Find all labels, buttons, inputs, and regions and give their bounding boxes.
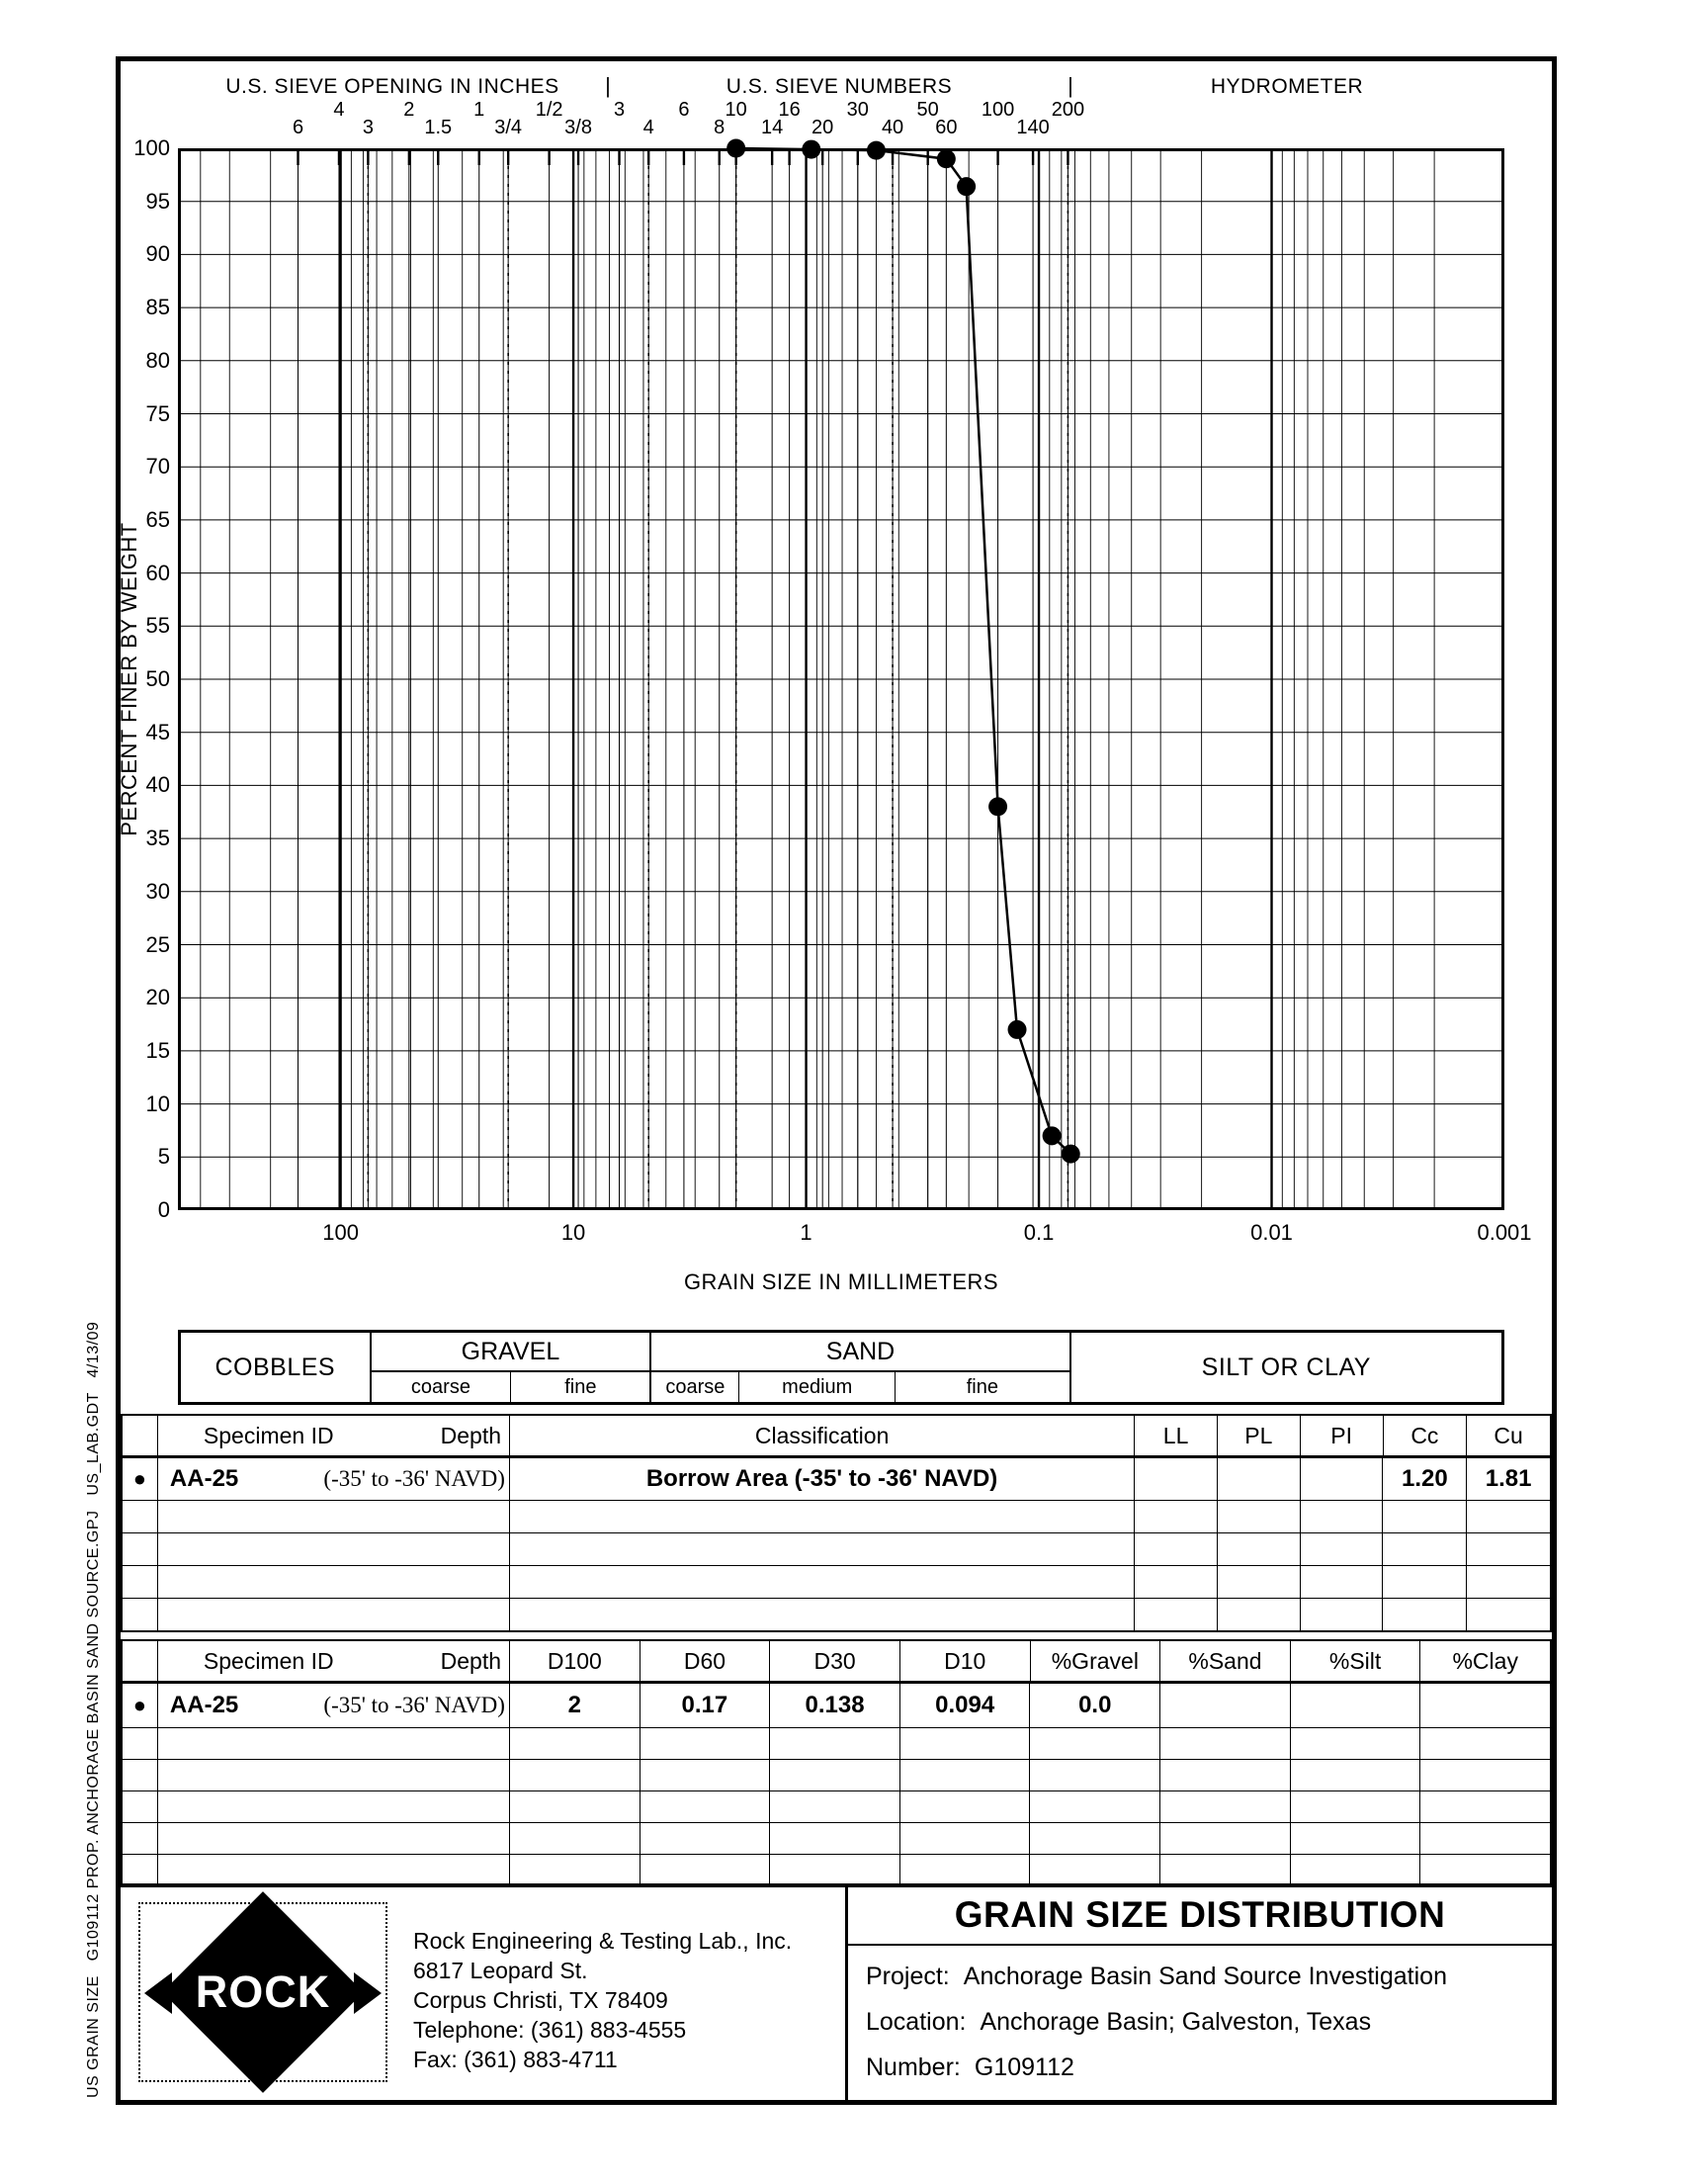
column-header-LL: LL <box>1134 1416 1217 1455</box>
row-marker-icon: ● <box>132 1693 147 1717</box>
data-point <box>957 177 976 196</box>
empty-cell <box>157 1533 509 1565</box>
class-subgroups <box>651 1372 1068 1402</box>
empty-cell <box>1217 1533 1300 1565</box>
row-marker-cell <box>123 1684 157 1727</box>
depth-header: Depth <box>440 1647 502 1674</box>
specimen-id-depth-cell <box>157 1458 509 1500</box>
empty-cell <box>640 1791 770 1822</box>
empty-cell <box>1300 1533 1383 1565</box>
empty-cell <box>1159 1760 1290 1790</box>
empty-cell <box>769 1791 899 1822</box>
class-group-label: COBBLES <box>214 1353 336 1381</box>
empty-cell <box>1419 1760 1550 1790</box>
empty-cell <box>1290 1791 1420 1822</box>
empty-cell <box>1159 1791 1290 1822</box>
empty-cell <box>640 1728 770 1759</box>
report-content <box>117 61 1552 2100</box>
sidebar-filename-text: US GRAIN SIZE G109112 PROP. ANCHORAGE BASIN SAND SOURCE.GPJ US_LAB.GDT 4/13/09 <box>85 1321 102 2098</box>
depth-value: (-35' to -36' NAVD) <box>323 1693 505 1717</box>
specimen-classification-table <box>121 1414 1552 1632</box>
number-value: G109112 <box>974 2053 1074 2081</box>
y-tick-50: 50 <box>145 666 170 691</box>
column-header-PL: PL <box>1217 1416 1300 1455</box>
class-group-sand <box>649 1333 1068 1402</box>
y-tick-45: 45 <box>145 719 170 744</box>
empty-cell <box>1217 1566 1300 1598</box>
table-empty-row <box>123 1790 1550 1822</box>
empty-cell <box>769 1855 899 1885</box>
class-subgroup-coarse: coarse <box>665 1375 726 1398</box>
data-point <box>1062 1145 1080 1164</box>
empty-cell <box>509 1599 1134 1630</box>
column-header-D10: D10 <box>899 1641 1030 1681</box>
table-empty-row <box>123 1854 1550 1885</box>
company-city: Corpus Christi, TX 78409 <box>413 1987 668 2013</box>
empty-cell <box>1300 1599 1383 1630</box>
company-address <box>413 1926 792 2074</box>
value-cell-Cc: 1.20 <box>1382 1458 1466 1500</box>
sieve-label-30: 30 <box>846 99 869 121</box>
table-data-row <box>123 1457 1550 1500</box>
sieve-label-14: 14 <box>761 117 784 138</box>
value-cell-LL <box>1134 1458 1217 1500</box>
specimen-gradation-table <box>121 1639 1552 1887</box>
value-cell-D30: 0.138 <box>769 1684 899 1727</box>
company-panel <box>121 1886 845 2100</box>
empty-cell <box>157 1855 509 1885</box>
x-tick-100: 100 <box>322 1220 359 1245</box>
sieve-label-20: 20 <box>811 117 834 138</box>
empty-cell <box>899 1855 1030 1885</box>
class-subgroup-medium: medium <box>738 1372 895 1402</box>
data-point <box>726 139 745 158</box>
empty-cell <box>123 1566 157 1598</box>
table-header-row <box>123 1416 1550 1457</box>
y-tick-5: 5 <box>157 1144 170 1170</box>
empty-cell <box>1029 1728 1159 1759</box>
x-axis-title: GRAIN SIZE IN MILLIMETERS <box>683 1269 999 1294</box>
y-tick-90: 90 <box>145 241 170 267</box>
company-street: 6817 Leopard St. <box>413 1958 588 1983</box>
y-tick-55: 55 <box>145 613 170 639</box>
empty-cell <box>123 1855 157 1885</box>
sieve-label-6: 6 <box>678 99 690 121</box>
specimen-id-header: Specimen ID <box>203 1647 334 1674</box>
grain-size-chart <box>178 148 1504 1210</box>
column-header-D100: D100 <box>509 1641 640 1681</box>
empty-cell <box>509 1728 640 1759</box>
empty-cell <box>1466 1533 1550 1565</box>
column-header-PI: PI <box>1300 1416 1383 1455</box>
sieve-label-40: 40 <box>881 117 904 138</box>
class-group-silt-or-clay <box>1069 1333 1501 1402</box>
y-tick-35: 35 <box>145 826 170 851</box>
column-header-Cu: Cu <box>1466 1416 1550 1455</box>
marker-header-cell <box>123 1641 157 1681</box>
x-tick-0.1: 0.1 <box>1023 1220 1055 1245</box>
project-label: Project: <box>866 1963 950 1990</box>
empty-cell <box>509 1501 1134 1532</box>
y-tick-10: 10 <box>145 1091 170 1116</box>
column-header-Cc: Cc <box>1383 1416 1467 1455</box>
depth-header: Depth <box>440 1422 502 1448</box>
class-group-label: SILT OR CLAY <box>1201 1353 1371 1381</box>
x-tick-1: 1 <box>800 1220 812 1245</box>
empty-cell <box>1029 1760 1159 1790</box>
y-tick-60: 60 <box>145 560 170 585</box>
empty-cell <box>1217 1501 1300 1532</box>
empty-cell <box>1419 1791 1550 1822</box>
soil-classification-bar <box>178 1330 1504 1405</box>
sieve-label-200: 200 <box>1051 99 1085 121</box>
sieve-label-1: 1 <box>473 99 485 121</box>
empty-cell <box>1134 1533 1217 1565</box>
empty-cell <box>1134 1501 1217 1532</box>
number-label: Number: <box>866 2053 961 2081</box>
class-group-gravel <box>370 1333 650 1402</box>
report-title: GRAIN SIZE DISTRIBUTION <box>848 1886 1552 1946</box>
empty-cell <box>123 1533 157 1565</box>
class-group-label: GRAVEL <box>372 1333 650 1372</box>
value-cell-PL <box>1217 1458 1300 1500</box>
empty-cell <box>769 1728 899 1759</box>
location-label: Location: <box>866 2008 967 2036</box>
empty-cell <box>157 1599 509 1630</box>
sieve-label-8: 8 <box>714 117 726 138</box>
empty-cell <box>1300 1566 1383 1598</box>
empty-cell <box>509 1823 640 1854</box>
y-tick-95: 95 <box>145 188 170 214</box>
empty-cell <box>509 1533 1134 1565</box>
empty-cell <box>1382 1533 1466 1565</box>
value-cell-D100: 2 <box>509 1684 640 1727</box>
value-cell-Cu: 1.81 <box>1466 1458 1550 1500</box>
empty-cell <box>157 1566 509 1598</box>
sieve-label-16: 16 <box>778 99 801 121</box>
specimen-id-depth-header <box>157 1416 509 1455</box>
y-axis-title: PERCENT FINER BY WEIGHT <box>117 522 141 836</box>
specimen-id-value: AA-25 <box>169 1465 239 1492</box>
empty-cell <box>157 1760 509 1790</box>
specimen-id-value: AA-25 <box>169 1692 239 1718</box>
sieve-label-4: 4 <box>333 99 345 121</box>
empty-cell <box>1217 1599 1300 1630</box>
empty-cell <box>1300 1501 1383 1532</box>
empty-cell <box>157 1728 509 1759</box>
specimen-id-header: Specimen ID <box>203 1422 334 1448</box>
column-header-pctSand: %Sand <box>1159 1641 1290 1681</box>
empty-cell <box>1134 1566 1217 1598</box>
sieve-label-100: 100 <box>981 99 1015 121</box>
x-tick-0.001: 0.001 <box>1477 1220 1532 1245</box>
x-tick-0.01: 0.01 <box>1250 1220 1293 1245</box>
row-marker-cell <box>123 1458 157 1500</box>
value-cell-pctSilt <box>1290 1684 1420 1727</box>
y-tick-20: 20 <box>145 985 170 1010</box>
top-axis-divider-2: | <box>1068 73 1073 98</box>
empty-cell <box>640 1823 770 1854</box>
sieve-label-10: 10 <box>725 99 747 121</box>
empty-cell <box>1419 1855 1550 1885</box>
value-cell-D60: 0.17 <box>640 1684 770 1727</box>
empty-cell <box>1159 1728 1290 1759</box>
empty-cell <box>509 1791 640 1822</box>
title-block <box>121 1883 1552 2100</box>
empty-cell <box>899 1791 1030 1822</box>
top-axis-section-numbers: U.S. SIEVE NUMBERS <box>726 75 953 98</box>
empty-cell <box>899 1760 1030 1790</box>
value-cell-pctClay <box>1419 1684 1550 1727</box>
class-group-cobbles <box>181 1333 370 1402</box>
data-point <box>1043 1126 1062 1145</box>
number-field <box>866 2053 1552 2082</box>
top-axis-divider-1: | <box>605 73 611 98</box>
class-subgroup-coarse: coarse <box>410 1375 470 1398</box>
empty-cell <box>1029 1855 1159 1885</box>
table-data-row <box>123 1683 1550 1727</box>
empty-cell <box>1466 1501 1550 1532</box>
marker-header-cell <box>123 1416 157 1455</box>
rock-logo-word: ROCK <box>195 1966 331 2017</box>
column-header-D60: D60 <box>640 1641 770 1681</box>
sieve-label-3/4: 3/4 <box>494 117 523 138</box>
y-tick-15: 15 <box>145 1037 170 1063</box>
empty-cell <box>123 1823 157 1854</box>
empty-cell <box>123 1501 157 1532</box>
empty-cell <box>1290 1855 1420 1885</box>
x-tick-10: 10 <box>560 1220 586 1245</box>
empty-cell <box>1466 1566 1550 1598</box>
specimen-id-depth-cell <box>157 1684 509 1727</box>
empty-cell <box>640 1760 770 1790</box>
empty-cell <box>123 1599 157 1630</box>
empty-cell <box>1419 1823 1550 1854</box>
empty-cell <box>157 1791 509 1822</box>
sieve-label-1/2: 1/2 <box>535 99 563 121</box>
location-field <box>866 2008 1552 2037</box>
empty-cell <box>509 1760 640 1790</box>
empty-cell <box>157 1823 509 1854</box>
y-tick-85: 85 <box>145 295 170 320</box>
table-empty-row <box>123 1565 1550 1598</box>
empty-cell <box>1382 1599 1466 1630</box>
empty-cell <box>509 1566 1134 1598</box>
table-empty-row <box>123 1500 1550 1532</box>
value-cell-PI <box>1300 1458 1383 1500</box>
empty-cell <box>1159 1855 1290 1885</box>
report-title-panel <box>845 1886 1552 2100</box>
specimen-id-depth-header <box>157 1641 509 1681</box>
empty-cell <box>769 1823 899 1854</box>
y-tick-80: 80 <box>145 347 170 373</box>
data-point <box>867 141 886 160</box>
empty-cell <box>1382 1566 1466 1598</box>
empty-cell <box>640 1855 770 1885</box>
project-value: Anchorage Basin Sand Source Investigation <box>963 1963 1447 1990</box>
sieve-label-1.5: 1.5 <box>424 117 453 138</box>
empty-cell <box>769 1760 899 1790</box>
class-group-label: SAND <box>651 1333 1068 1372</box>
empty-cell <box>123 1728 157 1759</box>
empty-cell <box>1382 1501 1466 1532</box>
y-tick-100: 100 <box>133 135 170 160</box>
class-subgroups <box>372 1372 650 1402</box>
value-cell-D10: 0.094 <box>899 1684 1030 1727</box>
table-empty-row <box>123 1727 1550 1759</box>
empty-cell <box>1419 1728 1550 1759</box>
sieve-label-3: 3 <box>362 117 374 138</box>
y-tick-40: 40 <box>145 772 170 798</box>
company-phone: Telephone: (361) 883-4555 <box>413 2017 687 2043</box>
sieve-label-60: 60 <box>935 117 958 138</box>
project-field <box>866 1963 1552 1991</box>
sieve-label-50: 50 <box>916 99 939 121</box>
table-empty-row <box>123 1759 1550 1790</box>
report-frame <box>116 56 1557 2105</box>
sieve-label-2: 2 <box>403 99 415 121</box>
sieve-label-3/8: 3/8 <box>564 117 592 138</box>
empty-cell <box>1134 1599 1217 1630</box>
data-point <box>988 797 1007 816</box>
column-header-pctSilt: %Silt <box>1290 1641 1420 1681</box>
column-header-Classification: Classification <box>509 1416 1134 1455</box>
empty-cell <box>1466 1599 1550 1630</box>
company-logo <box>138 1902 387 2082</box>
table-header-row <box>123 1641 1550 1683</box>
empty-cell <box>1029 1791 1159 1822</box>
empty-cell <box>1159 1823 1290 1854</box>
empty-cell <box>123 1760 157 1790</box>
company-name: Rock Engineering & Testing Lab., Inc. <box>413 1928 793 1954</box>
gradation-curve <box>736 148 1070 1154</box>
location-value: Anchorage Basin; Galveston, Texas <box>980 2008 1372 2036</box>
sieve-label-140: 140 <box>1016 117 1050 138</box>
y-tick-30: 30 <box>145 878 170 904</box>
data-point <box>1008 1020 1027 1039</box>
y-tick-75: 75 <box>145 400 170 426</box>
row-marker-icon: ● <box>132 1466 147 1491</box>
class-subgroup-fine: fine <box>895 1372 1069 1402</box>
column-header-pctGravel: %Gravel <box>1030 1641 1160 1681</box>
table-empty-row <box>123 1532 1550 1565</box>
empty-cell <box>899 1823 1030 1854</box>
value-cell-Classification: Borrow Area (-35' to -36' NAVD) <box>509 1458 1134 1500</box>
y-tick-70: 70 <box>145 454 170 480</box>
value-cell-pctGravel: 0.0 <box>1029 1684 1159 1727</box>
empty-cell <box>1290 1760 1420 1790</box>
top-axis-section-inches: U.S. SIEVE OPENING IN INCHES <box>225 75 559 98</box>
table-empty-row <box>123 1598 1550 1630</box>
company-fax: Fax: (361) 883-4711 <box>413 2047 618 2072</box>
column-header-pctClay: %Clay <box>1419 1641 1550 1681</box>
y-tick-0: 0 <box>157 1197 170 1222</box>
y-tick-25: 25 <box>145 931 170 957</box>
table-empty-row <box>123 1822 1550 1854</box>
depth-value: (-35' to -36' NAVD) <box>323 1466 505 1491</box>
class-subgroup-fine: fine <box>510 1372 649 1402</box>
empty-cell <box>123 1791 157 1822</box>
empty-cell <box>1290 1823 1420 1854</box>
sieve-label-3: 3 <box>613 99 626 121</box>
column-header-D30: D30 <box>769 1641 899 1681</box>
y-tick-65: 65 <box>145 506 170 532</box>
sieve-label-4: 4 <box>642 117 654 138</box>
empty-cell <box>1290 1728 1420 1759</box>
top-axis-section-hydrometer: HYDROMETER <box>1210 75 1364 98</box>
empty-cell <box>899 1728 1030 1759</box>
empty-cell <box>157 1501 509 1532</box>
sieve-label-6: 6 <box>292 117 304 138</box>
empty-cell <box>509 1855 640 1885</box>
data-point <box>802 140 820 159</box>
value-cell-pctSand <box>1159 1684 1290 1727</box>
data-point <box>937 149 956 168</box>
empty-cell <box>1029 1823 1159 1854</box>
